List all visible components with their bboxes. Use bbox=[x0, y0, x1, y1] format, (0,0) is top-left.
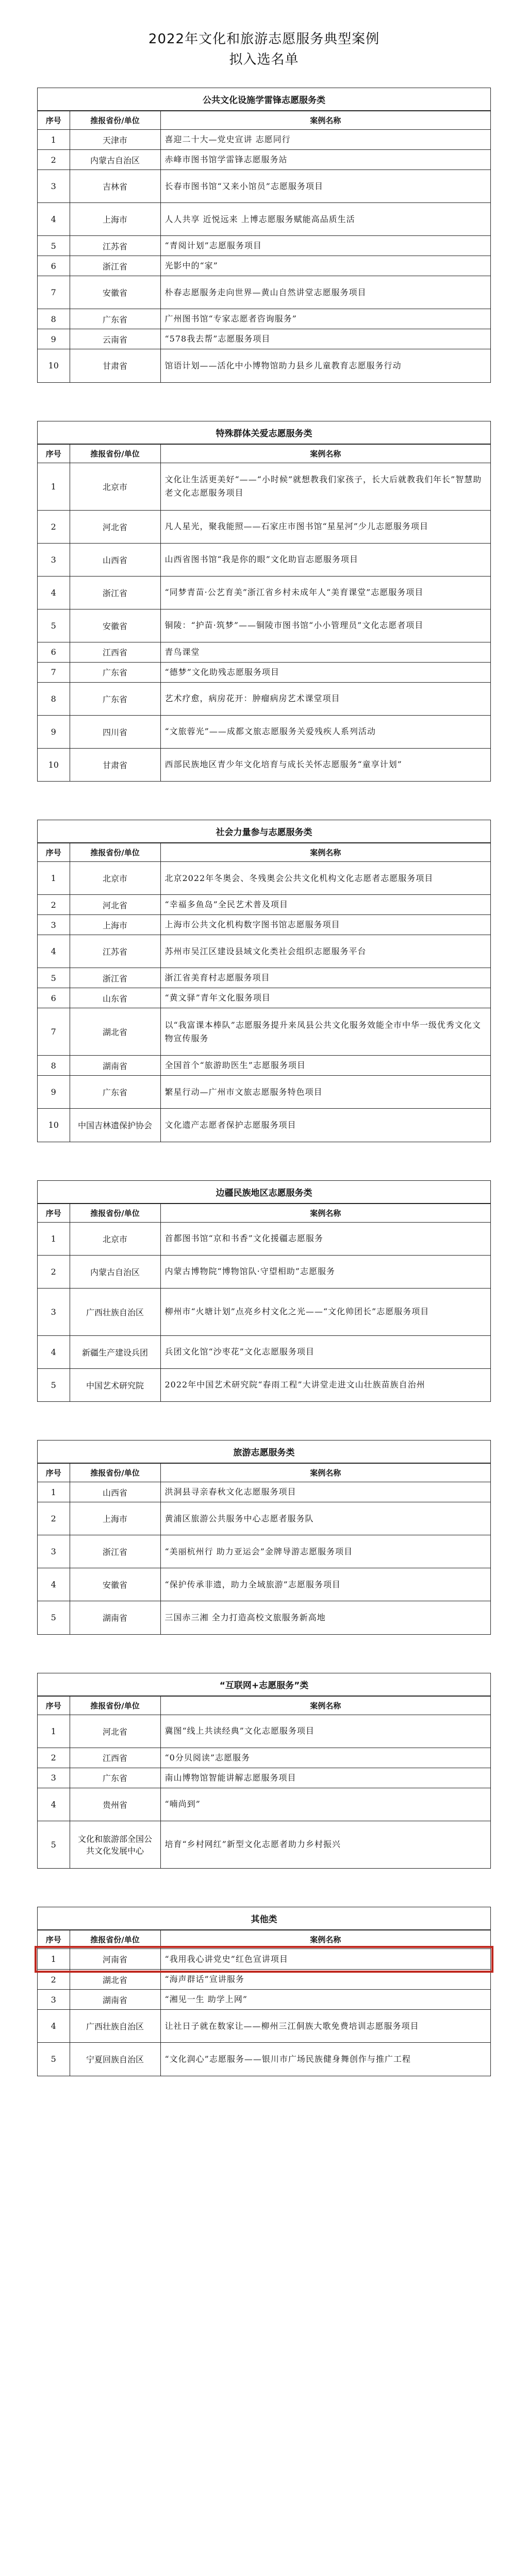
column-header-province: 推报省份/单位 bbox=[70, 1930, 160, 1949]
row-province: 河北省 bbox=[70, 1715, 160, 1748]
row-number: 2 bbox=[38, 1255, 70, 1288]
row-province: 贵州省 bbox=[70, 1788, 160, 1821]
table-row bbox=[38, 1990, 490, 2010]
row-number: 3 bbox=[38, 1535, 70, 1568]
table-row bbox=[38, 203, 490, 236]
row-province: 河南省 bbox=[70, 1949, 160, 1970]
table-row bbox=[38, 715, 490, 748]
row-province: 江苏省 bbox=[70, 935, 160, 968]
table-row bbox=[38, 662, 490, 682]
table-row bbox=[38, 748, 490, 781]
column-header-no: 序号 bbox=[38, 1930, 70, 1949]
row-case-name: “喃尚到” bbox=[160, 1788, 490, 1821]
row-province: 河北省 bbox=[70, 510, 160, 543]
table-row bbox=[38, 1056, 490, 1076]
row-number: 4 bbox=[38, 2010, 70, 2043]
section-title: 边疆民族地区志愿服务类 bbox=[38, 1181, 490, 1204]
table-row-highlighted bbox=[38, 1949, 490, 1970]
row-province: 安徽省 bbox=[70, 276, 160, 309]
case-table bbox=[38, 1204, 490, 1402]
table-row bbox=[38, 1502, 490, 1535]
table-row bbox=[38, 935, 490, 968]
table-row bbox=[38, 1482, 490, 1502]
row-case-name: “文旅蓉光”——成都文旅志愿服务关爱残疾人系列活动 bbox=[160, 715, 490, 748]
row-case-name: 喜迎二十大—党史宣讲 志愿同行 bbox=[160, 130, 490, 150]
table-row bbox=[38, 1535, 490, 1568]
column-header-case-name: 案例名称 bbox=[160, 444, 490, 463]
row-case-name: 赤峰市图书馆学雷锋志愿服务站 bbox=[160, 150, 490, 170]
column-header-province: 推报省份/单位 bbox=[70, 1696, 160, 1715]
section-title: 其他类 bbox=[38, 1907, 490, 1930]
row-province: 内蒙古自治区 bbox=[70, 150, 160, 170]
row-number: 5 bbox=[38, 236, 70, 256]
table-header-row bbox=[38, 444, 490, 463]
case-table bbox=[38, 1930, 490, 2076]
row-province: 广东省 bbox=[70, 682, 160, 715]
page-title-line2: 拟入选名单 bbox=[229, 52, 299, 67]
row-case-name: 光影中的“家” bbox=[160, 256, 490, 276]
row-case-name: 广州图书馆“专家志愿者咨询服务” bbox=[160, 309, 490, 329]
row-number: 2 bbox=[38, 1502, 70, 1535]
table-row bbox=[38, 1568, 490, 1601]
row-case-name: 长春市图书馆“又来小馆员”志愿服务项目 bbox=[160, 170, 490, 203]
row-number: 4 bbox=[38, 203, 70, 236]
row-province: 湖南省 bbox=[70, 1056, 160, 1076]
row-number: 3 bbox=[38, 1288, 70, 1335]
case-table bbox=[38, 1463, 490, 1634]
row-number: 3 bbox=[38, 915, 70, 935]
row-case-name: “0分贝阅读”志愿服务 bbox=[160, 1748, 490, 1768]
row-province: 甘肃省 bbox=[70, 748, 160, 781]
row-case-name: 三国赤三湘 全力打造高校文旅服务新高地 bbox=[160, 1601, 490, 1634]
row-province: 安徽省 bbox=[70, 1568, 160, 1601]
row-case-name: 朴春志愿服务走向世界—黄山自然讲堂志愿服务项目 bbox=[160, 276, 490, 309]
row-province: 浙江省 bbox=[70, 1535, 160, 1568]
row-case-name: “德梦”文化助残志愿服务项目 bbox=[160, 662, 490, 682]
row-number: 10 bbox=[38, 748, 70, 781]
row-province: 浙江省 bbox=[70, 968, 160, 988]
row-number: 2 bbox=[38, 1970, 70, 1990]
case-section bbox=[37, 88, 491, 383]
row-case-name: “青阅计划”志愿服务项目 bbox=[160, 236, 490, 256]
row-number: 9 bbox=[38, 329, 70, 349]
column-header-province: 推报省份/单位 bbox=[70, 111, 160, 130]
column-header-case-name: 案例名称 bbox=[160, 1464, 490, 1482]
table-row bbox=[38, 1368, 490, 1401]
table-header-row bbox=[38, 1696, 490, 1715]
row-province: 浙江省 bbox=[70, 576, 160, 609]
table-row bbox=[38, 349, 490, 382]
table-row bbox=[38, 1788, 490, 1821]
table-row bbox=[38, 2010, 490, 2043]
page-title bbox=[37, 29, 491, 70]
section-title: 公共文化设施学雷锋志愿服务类 bbox=[38, 88, 490, 111]
table-row bbox=[38, 329, 490, 349]
row-province: 湖南省 bbox=[70, 1990, 160, 2010]
row-province: 广东省 bbox=[70, 309, 160, 329]
row-number: 1 bbox=[38, 862, 70, 895]
row-number: 2 bbox=[38, 1748, 70, 1768]
table-row bbox=[38, 510, 490, 543]
row-province: 北京市 bbox=[70, 862, 160, 895]
section-title: “互联网+志愿服务”类 bbox=[38, 1673, 490, 1696]
column-header-case-name: 案例名称 bbox=[160, 111, 490, 130]
row-number: 3 bbox=[38, 1990, 70, 2010]
table-row bbox=[38, 1748, 490, 1768]
table-row bbox=[38, 1255, 490, 1288]
table-row bbox=[38, 150, 490, 170]
row-number: 3 bbox=[38, 1768, 70, 1788]
table-header-row bbox=[38, 1930, 490, 1949]
row-province: 湖北省 bbox=[70, 1970, 160, 1990]
row-number: 5 bbox=[38, 968, 70, 988]
table-row bbox=[38, 1076, 490, 1109]
row-case-name: 凡人星光，聚我能照——石家庄市图书馆“星星河”少儿志愿服务项目 bbox=[160, 510, 490, 543]
row-number: 6 bbox=[38, 642, 70, 662]
table-row bbox=[38, 130, 490, 150]
row-province: 内蒙古自治区 bbox=[70, 1255, 160, 1288]
case-table bbox=[38, 1696, 490, 1869]
case-section bbox=[37, 1907, 491, 2076]
row-province: 文化和旅游部全国公共文化发展中心 bbox=[70, 1821, 160, 1868]
section-title: 特殊群体关爱志愿服务类 bbox=[38, 421, 490, 444]
row-number: 6 bbox=[38, 256, 70, 276]
row-case-name: 全国首个“旅游助医生”志愿服务项目 bbox=[160, 1056, 490, 1076]
row-case-name: 艺术疗愈，病房花开：肿瘤病房艺术课堂项目 bbox=[160, 682, 490, 715]
row-case-name: 苏州市吴江区建设县域文化类社会组织志愿服务平台 bbox=[160, 935, 490, 968]
column-header-case-name: 案例名称 bbox=[160, 1930, 490, 1949]
table-row bbox=[38, 1222, 490, 1255]
row-province: 江苏省 bbox=[70, 236, 160, 256]
row-province: 江西省 bbox=[70, 1748, 160, 1768]
row-case-name: “黄文驿”青年文化服务项目 bbox=[160, 988, 490, 1008]
row-province: 河北省 bbox=[70, 895, 160, 915]
row-case-name: 青鸟课堂 bbox=[160, 642, 490, 662]
row-province: 宁夏回族自治区 bbox=[70, 2043, 160, 2076]
row-case-name: 冀图“线上共读经典”文化志愿服务项目 bbox=[160, 1715, 490, 1748]
table-row bbox=[38, 988, 490, 1008]
row-case-name: “湘见一生 助学上网” bbox=[160, 1990, 490, 2010]
column-header-province: 推报省份/单位 bbox=[70, 843, 160, 862]
table-row bbox=[38, 1768, 490, 1788]
row-province: 广西壮族自治区 bbox=[70, 2010, 160, 2043]
row-province: 山东省 bbox=[70, 988, 160, 1008]
row-number: 7 bbox=[38, 662, 70, 682]
table-row bbox=[38, 682, 490, 715]
row-province: 江西省 bbox=[70, 642, 160, 662]
column-header-case-name: 案例名称 bbox=[160, 1204, 490, 1222]
table-row bbox=[38, 1335, 490, 1368]
row-province: 四川省 bbox=[70, 715, 160, 748]
row-number: 4 bbox=[38, 935, 70, 968]
row-case-name: 馆语计划——活化中小博物馆助力县乡儿童教育志愿服务行动 bbox=[160, 349, 490, 382]
row-case-name: 繁星行动—广州市文旅志愿服务特色项目 bbox=[160, 1076, 490, 1109]
row-province: 中国吉林遗保护协会 bbox=[70, 1109, 160, 1142]
row-province: 山西省 bbox=[70, 543, 160, 576]
row-case-name: 西部民族地区青少年文化培育与成长关怀志愿服务“童享计划” bbox=[160, 748, 490, 781]
table-row bbox=[38, 1109, 490, 1142]
row-number: 10 bbox=[38, 1109, 70, 1142]
row-case-name: “文化润心”志愿服务——银川市广场民族健身舞创作与推广工程 bbox=[160, 2043, 490, 2076]
table-row bbox=[38, 170, 490, 203]
row-case-name: 山西省图书馆“我是你的眼”文化助盲志愿服务项目 bbox=[160, 543, 490, 576]
table-row bbox=[38, 968, 490, 988]
table-row bbox=[38, 1715, 490, 1748]
row-case-name: 以“我富课本棒队”志愿服务提升来凤县公共文化服务效能全市中华一级优秀文化文物宣传服务 bbox=[160, 1008, 490, 1056]
row-number: 7 bbox=[38, 276, 70, 309]
row-number: 5 bbox=[38, 1601, 70, 1634]
row-case-name: 柳州市“火塘计划”点亮乡村文化之光——“文化帅团长”志愿服务项目 bbox=[160, 1288, 490, 1335]
row-province: 北京市 bbox=[70, 1222, 160, 1255]
table-row bbox=[38, 895, 490, 915]
row-province: 吉林省 bbox=[70, 170, 160, 203]
row-number: 1 bbox=[38, 463, 70, 510]
row-province: 广东省 bbox=[70, 1768, 160, 1788]
row-number: 4 bbox=[38, 1335, 70, 1368]
row-number: 9 bbox=[38, 715, 70, 748]
row-number: 5 bbox=[38, 1821, 70, 1868]
sections-container bbox=[37, 88, 491, 2076]
table-row bbox=[38, 1601, 490, 1634]
table-row bbox=[38, 1008, 490, 1056]
row-number: 2 bbox=[38, 510, 70, 543]
row-number: 8 bbox=[38, 682, 70, 715]
row-case-name: 北京2022年冬奥会、冬残奥会公共文化机构文化志愿者志愿服务项目 bbox=[160, 862, 490, 895]
row-number: 1 bbox=[38, 1482, 70, 1502]
column-header-province: 推报省份/单位 bbox=[70, 1464, 160, 1482]
row-number: 6 bbox=[38, 988, 70, 1008]
row-number: 3 bbox=[38, 170, 70, 203]
case-section bbox=[37, 1440, 491, 1635]
case-section bbox=[37, 1180, 491, 1402]
case-table bbox=[38, 444, 490, 782]
row-province: 山西省 bbox=[70, 1482, 160, 1502]
row-province: 安徽省 bbox=[70, 609, 160, 642]
page-title-line1: 2022年文化和旅游志愿服务典型案例 bbox=[148, 31, 380, 47]
row-province: 上海市 bbox=[70, 915, 160, 935]
column-header-no: 序号 bbox=[38, 1696, 70, 1715]
section-title: 旅游志愿服务类 bbox=[38, 1440, 490, 1463]
row-province: 湖北省 bbox=[70, 1008, 160, 1056]
row-number: 1 bbox=[38, 130, 70, 150]
row-province: 广东省 bbox=[70, 1076, 160, 1109]
row-case-name: 文化让生活更美好“——“小时候”就想教我们家孩子，长大后就教我们年长”智慧助老文化志愿服务项目 bbox=[160, 463, 490, 510]
table-row bbox=[38, 309, 490, 329]
table-row bbox=[38, 2043, 490, 2076]
row-province: 天津市 bbox=[70, 130, 160, 150]
table-header-row bbox=[38, 1204, 490, 1222]
row-case-name: 兵团文化馆“沙枣花”文化志愿服务项目 bbox=[160, 1335, 490, 1368]
row-province: 中国艺术研究院 bbox=[70, 1368, 160, 1401]
row-number: 4 bbox=[38, 576, 70, 609]
case-section bbox=[37, 1673, 491, 1869]
table-header-row bbox=[38, 843, 490, 862]
column-header-province: 推报省份/单位 bbox=[70, 444, 160, 463]
table-row bbox=[38, 609, 490, 642]
row-case-name: 黄浦区旅游公共服务中心志愿者服务队 bbox=[160, 1502, 490, 1535]
row-number: 5 bbox=[38, 609, 70, 642]
row-case-name: “海声群话”宣讲服务 bbox=[160, 1970, 490, 1990]
row-number: 1 bbox=[38, 1222, 70, 1255]
column-header-province: 推报省份/单位 bbox=[70, 1204, 160, 1222]
row-case-name: 首都图书馆“京和书香”文化援疆志愿服务 bbox=[160, 1222, 490, 1255]
table-row bbox=[38, 576, 490, 609]
row-case-name: “保护传承非遗，助力全域旅游”志愿服务项目 bbox=[160, 1568, 490, 1601]
table-row bbox=[38, 1821, 490, 1868]
row-case-name: “578我去帮”志愿服务项目 bbox=[160, 329, 490, 349]
column-header-case-name: 案例名称 bbox=[160, 1696, 490, 1715]
table-row bbox=[38, 463, 490, 510]
table-row bbox=[38, 543, 490, 576]
row-number: 1 bbox=[38, 1715, 70, 1748]
row-province: 浙江省 bbox=[70, 256, 160, 276]
table-row bbox=[38, 862, 490, 895]
case-section bbox=[37, 820, 491, 1142]
row-case-name: “幸福多鱼岛”全民艺术普及项目 bbox=[160, 895, 490, 915]
case-table bbox=[38, 843, 490, 1142]
document bbox=[37, 0, 491, 2076]
row-number: 4 bbox=[38, 1788, 70, 1821]
row-case-name: “同梦青苗·公艺育美”浙江省乡村未成年人“美育课堂”志愿服务项目 bbox=[160, 576, 490, 609]
row-number: 2 bbox=[38, 895, 70, 915]
row-province: 上海市 bbox=[70, 1502, 160, 1535]
row-number: 8 bbox=[38, 309, 70, 329]
row-number: 5 bbox=[38, 2043, 70, 2076]
row-case-name: 让社日子就在数家让——柳州三江侗族大歌免费培训志愿服务项目 bbox=[160, 2010, 490, 2043]
case-section bbox=[37, 421, 491, 782]
table-row bbox=[38, 642, 490, 662]
row-case-name: 洪洞县寻亲春秋文化志愿服务项目 bbox=[160, 1482, 490, 1502]
row-province: 广东省 bbox=[70, 662, 160, 682]
row-case-name: “我用我心讲党史”红色宣讲项目 bbox=[160, 1949, 490, 1970]
row-case-name: 人人共享 近悦远来 上博志愿服务赋能高品质生活 bbox=[160, 203, 490, 236]
row-number: 8 bbox=[38, 1056, 70, 1076]
row-case-name: 培育“乡村网红”新型文化志愿者助力乡村振兴 bbox=[160, 1821, 490, 1868]
column-header-no: 序号 bbox=[38, 1204, 70, 1222]
row-number: 4 bbox=[38, 1568, 70, 1601]
row-case-name: 南山博物馆智能讲解志愿服务项目 bbox=[160, 1768, 490, 1788]
table-row bbox=[38, 236, 490, 256]
row-number: 2 bbox=[38, 150, 70, 170]
row-case-name: 文化遗产志愿者保护志愿服务项目 bbox=[160, 1109, 490, 1142]
case-table bbox=[38, 111, 490, 382]
section-title: 社会力量参与志愿服务类 bbox=[38, 820, 490, 843]
row-number: 1 bbox=[38, 1949, 70, 1970]
column-header-case-name: 案例名称 bbox=[160, 843, 490, 862]
table-header-row bbox=[38, 1464, 490, 1482]
row-province: 北京市 bbox=[70, 463, 160, 510]
table-row bbox=[38, 1288, 490, 1335]
row-province: 甘肃省 bbox=[70, 349, 160, 382]
row-case-name: 2022年中国艺术研究院“春雨工程”大讲堂走进文山壮族苗族自治州 bbox=[160, 1368, 490, 1401]
row-case-name: 上海市公共文化机构数字图书馆志愿服务项目 bbox=[160, 915, 490, 935]
row-number: 9 bbox=[38, 1076, 70, 1109]
row-case-name: 铜陵：“护苗·筑梦”——铜陵市图书馆“小小管理员”文化志愿者项目 bbox=[160, 609, 490, 642]
table-row bbox=[38, 276, 490, 309]
row-province: 云南省 bbox=[70, 329, 160, 349]
table-row bbox=[38, 256, 490, 276]
table-header-row bbox=[38, 111, 490, 130]
row-province: 上海市 bbox=[70, 203, 160, 236]
row-number: 7 bbox=[38, 1008, 70, 1056]
table-row bbox=[38, 1970, 490, 1990]
row-case-name: 内蒙古博物院“博物馆队·守望相助”志愿服务 bbox=[160, 1255, 490, 1288]
row-number: 10 bbox=[38, 349, 70, 382]
row-number: 5 bbox=[38, 1368, 70, 1401]
row-case-name: “美丽杭州行 助力亚运会”金牌导游志愿服务项目 bbox=[160, 1535, 490, 1568]
column-header-no: 序号 bbox=[38, 444, 70, 463]
table-row bbox=[38, 915, 490, 935]
column-header-no: 序号 bbox=[38, 1464, 70, 1482]
row-province: 广西壮族自治区 bbox=[70, 1288, 160, 1335]
row-province: 新疆生产建设兵团 bbox=[70, 1335, 160, 1368]
row-province: 湖南省 bbox=[70, 1601, 160, 1634]
column-header-no: 序号 bbox=[38, 843, 70, 862]
row-case-name: 浙江省美育村志愿服务项目 bbox=[160, 968, 490, 988]
column-header-no: 序号 bbox=[38, 111, 70, 130]
row-number: 3 bbox=[38, 543, 70, 576]
